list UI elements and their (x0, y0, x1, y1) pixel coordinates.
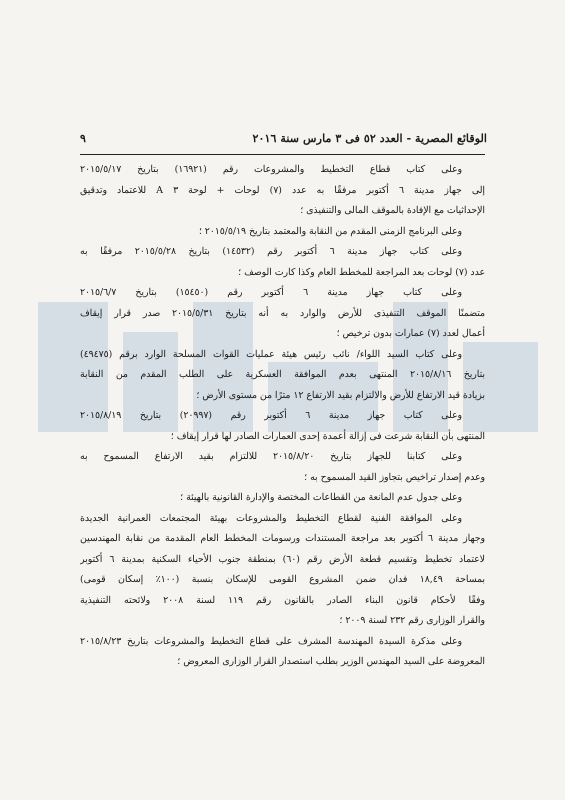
text-line: وعلى البرنامج الزمنى المقدم من النقابة والمعتمد بتاريخ ٢٠١٥/٥/١٩ ؛ (198, 225, 462, 237)
text-line: وعلى مذكرة السيدة المهندسة المشرف على قطاع التخطيط والمشروعات بتاريخ ٢٠١٥/٨/٢٣ (80, 635, 462, 647)
text-line: بمساحة ١٨,٤٩ فدان ضمن المشروع القومى للإسكان بنسبة (١٠٠٪ إسكان قومى) (80, 574, 485, 585)
text-line: وعلى كتاب جهاز مدينة ٦ أكتوبر رقم (١٥٤٥٠) بتاريخ ٢٠١٥/٦/٧ (80, 287, 463, 298)
text-line: وعلى كتاب السيد اللواء/ نائب رئيس هيئة عمليات القوات المسلحة الوارد برقم (٤٩٤٧٥) (80, 348, 462, 360)
text-line: الإحداثيات مع الإفادة بالموقف المالى والتنفيذى ؛ (300, 205, 485, 216)
text-line: إلى جهاز مدينة ٦ أكتوبر مرفقًا به عدد (٧) لوحات + لوحة ٣ A للاعتماد وتدقيق (80, 184, 485, 196)
page-number: ٩ (80, 131, 87, 145)
text-line: وجهاز مدينة ٦ أكتوبر بعد مراجعة المستندات ورسومات المخطط العام المقدمة من نقابة المهندسين (80, 533, 485, 544)
text-line: المنتهى بأن النقابة شرعت فى إزالة أعمدة إحدى العمارات الصادر لها قرار إيقاف ؛ (170, 430, 485, 442)
text-line: وعلى كتاب قطاع التخطيط والمشروعات رقم (١٦٩٢١) بتاريخ ٢٠١٥/٥/١٧ (80, 164, 462, 175)
text-line: وعلى جدول عدم المانعة من القطاعات المختصة والإدارة القانونية بالهيئة ؛ (180, 492, 462, 503)
text-line: وعلى كتاب جهاز مدينة ٦ أكتوبر رقم (٢٠٩٩٧) بتاريخ ٢٠١٥/٨/١٩ (80, 410, 463, 421)
text-line: بتاريخ ٢٠١٥/٨/١٦ المنتهى بعدم الموافقة العسكرية على الطلب المقدم من النقابة (80, 369, 485, 380)
text-line: عدد (٧) لوحات بعد المراجعة للمخطط العام وكذا كارت الوصف ؛ (238, 266, 485, 278)
running-header (80, 131, 487, 149)
text-line: وفقًا لأحكام قانون البناء الصادر بالقانون رقم ١١٩ لسنة ٢٠٠٨ ولائحته التنفيذية (80, 594, 485, 606)
text-line: وعلى كتاب جهاز مدينة ٦ أكتوبر رقم (١٤٥٣٢) بتاريخ ٢٠١٥/٥/٢٨ مرفقًا به (80, 246, 463, 257)
text-line: لاعتماد تخطيط وتقسيم قطعة الأرض رقم (٦٠) بمنطقة جنوب الأحياء السكنية بمدينة ٦ أكتوبر (80, 553, 485, 565)
text-line: متضمنًا الموقف التنفيذى للأرض والوارد به أنه بتاريخ ٢٠١٥/٥/٣١ صدر قرار إيقاف (80, 307, 485, 319)
header-rule (80, 154, 485, 155)
header-title: الوقائع المصرية - العدد ٥٢ فى ٣ مارس سنة ٢٠١٦ (252, 131, 487, 145)
text-line: وعلى كتابنا للجهاز بتاريخ ٢٠١٥/٨/٢٠ للالتزام بقيد الارتفاع المسموح به (80, 451, 462, 462)
text-line: وعلى الموافقة الفنية لقطاع التخطيط والمشروعات بهيئة المجتمعات العمرانية الجديدة (80, 512, 462, 524)
text-line: بزيادة قيد الارتفاع للأرض والالتزام بقيد الارتفاع ١٢ مترًا من مستوى الأرض ؛ (196, 389, 485, 401)
text-line: أعمال لعدد (٧) عمارات بدون ترخيص ؛ (336, 328, 485, 339)
text-line: المعروضة على السيد المهندس الوزير بطلب استصدار القرار الوزارى المعروض ؛ (177, 656, 485, 667)
document-body (80, 160, 485, 673)
text-line: والقرار الوزارى رقم ٢٣٢ لسنة ٢٠٠٩ ؛ (339, 615, 485, 626)
text-line: وعدم إصدار تراخيص بتجاوز القيد المسموح به ؛ (304, 471, 485, 483)
